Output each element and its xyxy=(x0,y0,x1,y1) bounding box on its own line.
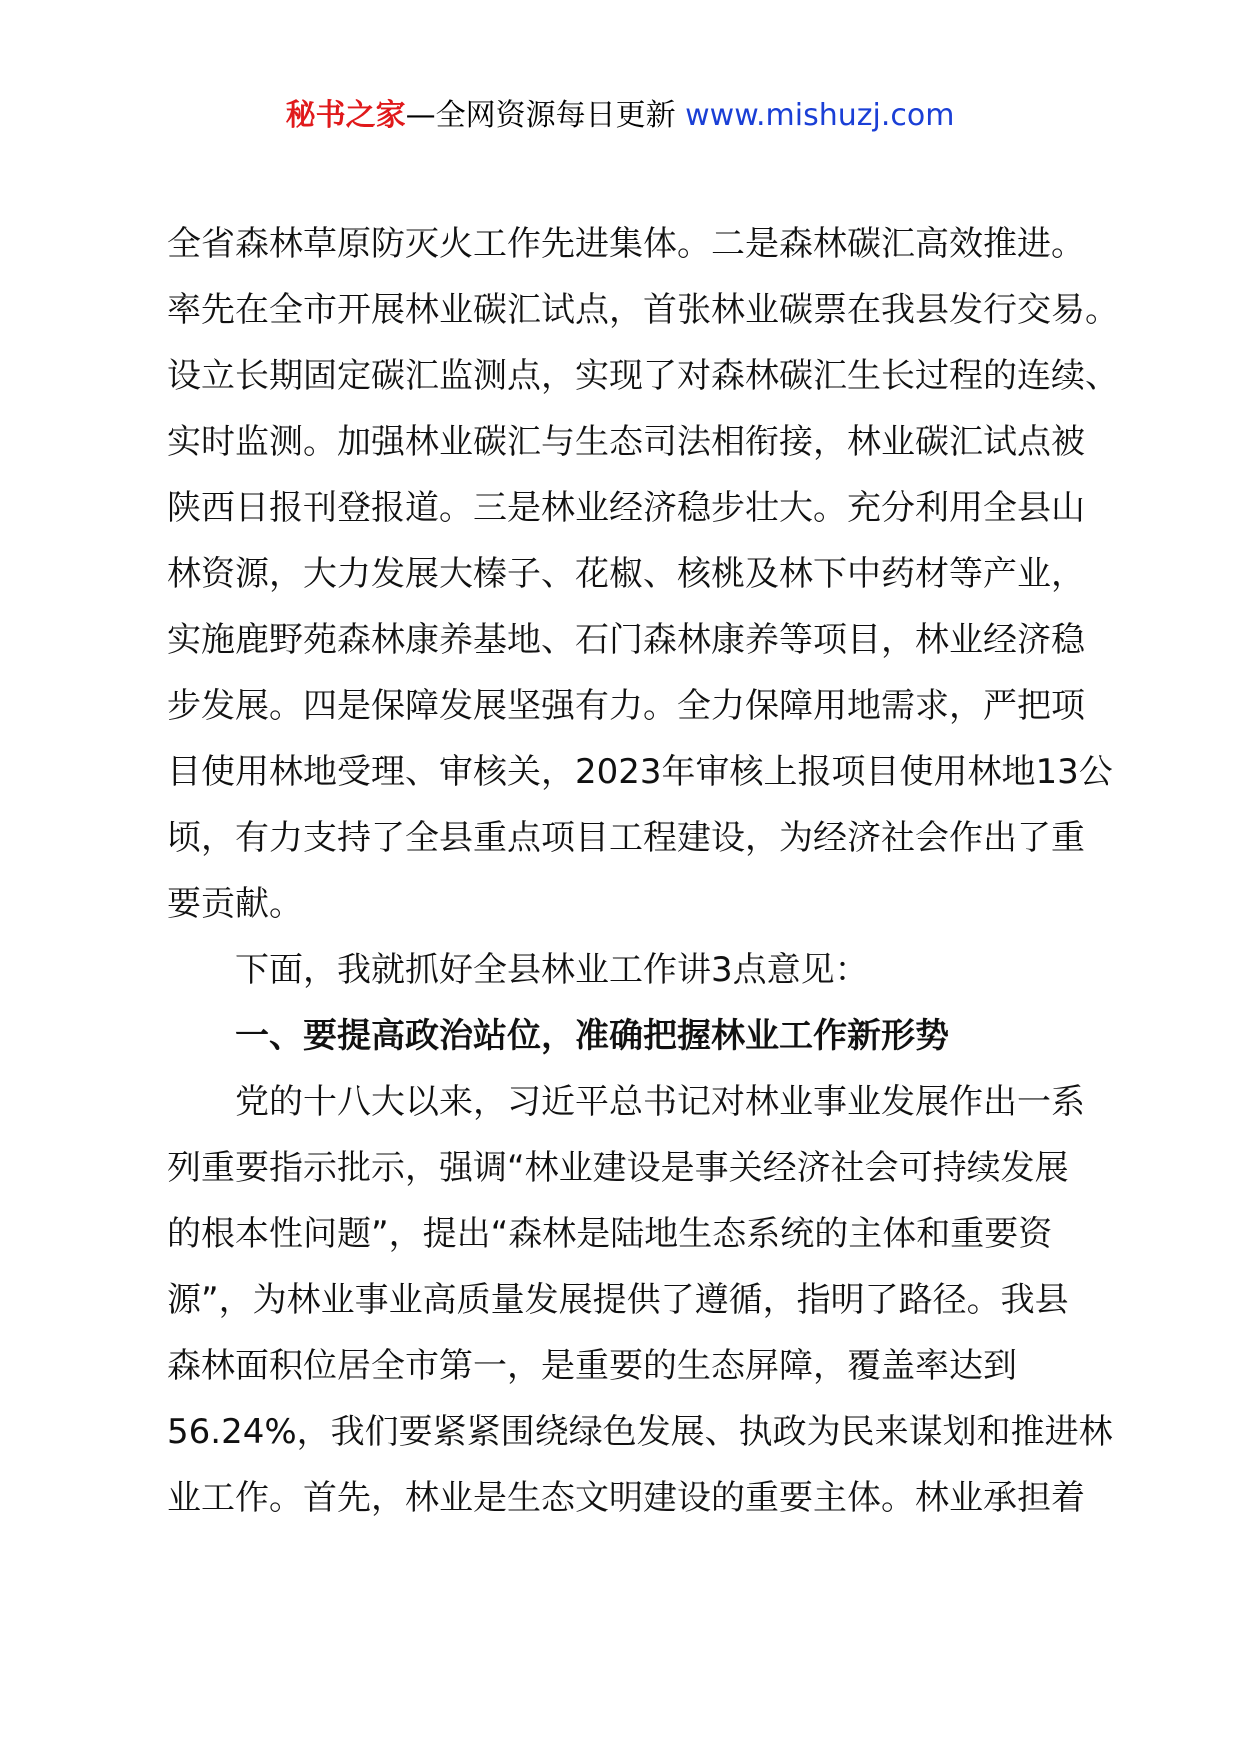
body-line: 设立长期固定碳汇监测点，实现了对森林碳汇生长过程的连续、 xyxy=(167,356,1119,396)
body-line: 要贡献。 xyxy=(167,884,303,924)
brand-name: 秘书之家 xyxy=(285,98,406,133)
body-line: 全省森林草原防灭火工作先进集体。二是森林碳汇高效推进。 xyxy=(167,224,1085,264)
body-line: 森林面积位居全市第一，是重要的生态屏障，覆盖率达到 xyxy=(167,1346,1017,1386)
body-line: 党的十八大以来，习近平总书记对林业事业发展作出一系 xyxy=(235,1082,1085,1122)
body-line: 顷，有力支持了全县重点项目工程建设，为经济社会作出了重 xyxy=(167,818,1085,858)
body-line: 实时监测。加强林业碳汇与生态司法相衔接，林业碳汇试点被 xyxy=(167,422,1085,462)
section-heading: 一、要提高政治站位，准确把握林业工作新形势 xyxy=(235,1016,949,1056)
body-line: 步发展。四是保障发展坚强有力。全力保障用地需求，严把项 xyxy=(167,686,1085,726)
body-line: 的根本性问题”，提出“森林是陆地生态系统的主体和重要资 xyxy=(167,1214,1053,1254)
body-line: 源”，为林业事业高质量发展提供了遵循，指明了路径。我县 xyxy=(167,1280,1069,1320)
body-line: 实施鹿野苑森林康养基地、石门森林康养等项目，林业经济稳 xyxy=(167,620,1085,660)
body-line: 陕西日报刊登报道。三是林业经济稳步壮大。充分利用全县山 xyxy=(167,488,1085,528)
header-slogan: —全网资源每日更新 xyxy=(405,98,686,133)
header-url[interactable]: www.mishuzj.com xyxy=(685,98,955,133)
body-line: 列重要指示批示，强调“林业建设是事关经济社会可持续发展 xyxy=(167,1148,1069,1188)
body-line: 林资源，大力发展大榛子、花椒、核桃及林下中药材等产业， xyxy=(167,554,1085,594)
body-line: 业工作。首先，林业是生态文明建设的重要主体。林业承担着 xyxy=(167,1478,1085,1518)
body-line: 56.24%，我们要紧紧围绕绿色发展、执政为民来谋划和推进林 xyxy=(167,1412,1113,1452)
body-line: 率先在全市开展林业碳汇试点，首张林业碳票在我县发行交易。 xyxy=(167,290,1119,330)
intro-paragraph: 下面，我就抓好全县林业工作讲3点意见： xyxy=(235,950,869,990)
body-line: 目使用林地受理、审核关，2023年审核上报项目使用林地13公 xyxy=(167,752,1113,792)
document-body xyxy=(167,211,1119,1531)
page-header xyxy=(0,96,1240,136)
